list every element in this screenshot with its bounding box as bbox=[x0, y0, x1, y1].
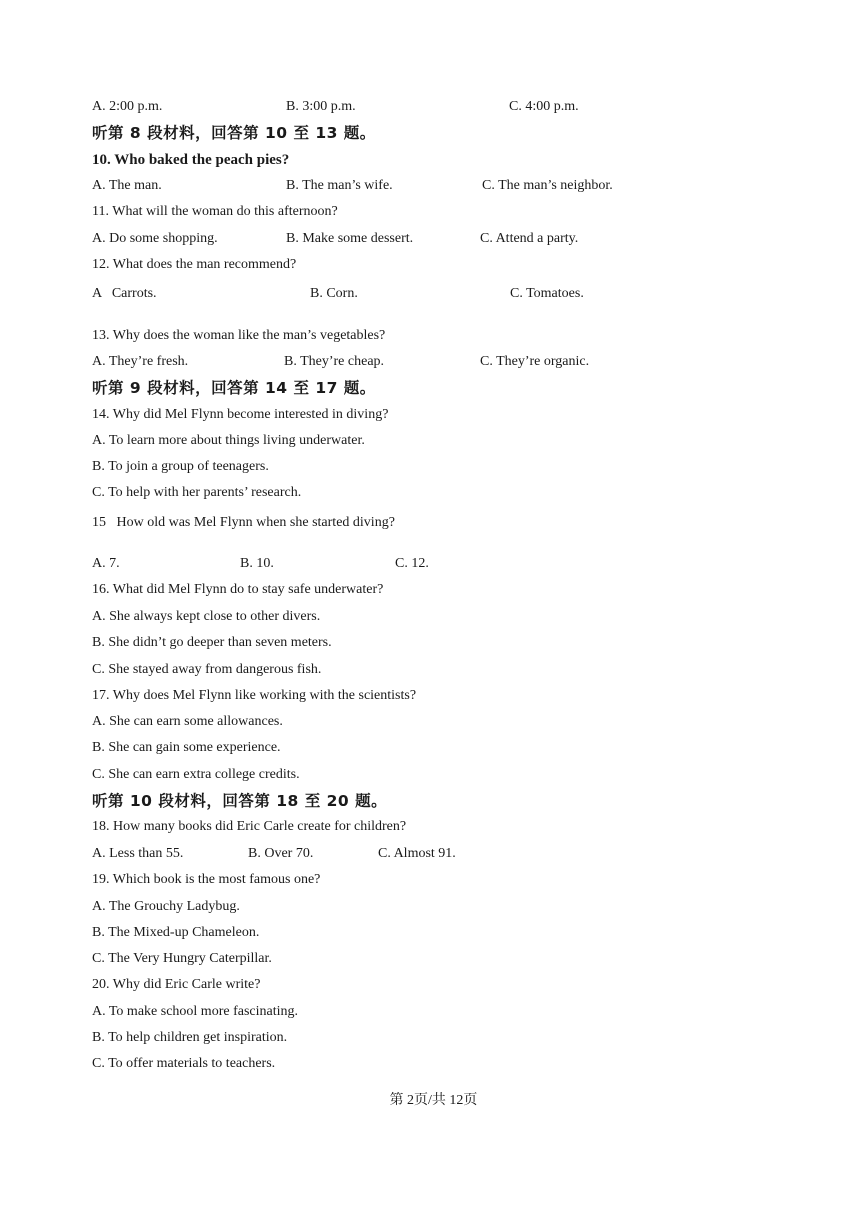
q14-option-a: A. To learn more about things living underwater. bbox=[92, 433, 365, 448]
q11-option-c: C. Attend a party. bbox=[480, 231, 579, 246]
q9-option-c: C. 4:00 p.m. bbox=[509, 99, 579, 114]
q10-option-a: A. The man. bbox=[92, 178, 162, 193]
q15-option-b: B. 10. bbox=[240, 556, 274, 571]
q14-option-c: C. To help with her parents’ research. bbox=[92, 485, 302, 500]
q18-option-b: B. Over 70. bbox=[248, 846, 314, 861]
question-20: 20. Why did Eric Carle write? bbox=[92, 977, 261, 992]
q17-option-a: A. She can earn some allowances. bbox=[92, 714, 283, 729]
q19-option-b: B. The Mixed-up Chameleon. bbox=[92, 925, 260, 940]
q13-option-a: A. They’re fresh. bbox=[92, 354, 189, 369]
question-18: 18. How many books did Eric Carle create for children? bbox=[92, 819, 407, 834]
q20-option-c: C. To offer materials to teachers. bbox=[92, 1056, 276, 1071]
q16-option-a: A. She always kept close to other divers. bbox=[92, 609, 321, 624]
question-16: 16. What did Mel Flynn do to stay safe underwater? bbox=[92, 582, 384, 597]
q11-option-b: B. Make some dessert. bbox=[286, 231, 414, 246]
q13-option-b: B. They’re cheap. bbox=[284, 354, 385, 369]
question-13: 13. Why does the woman like the man’s vegetables? bbox=[92, 328, 386, 343]
question-17: 17. Why does Mel Flynn like working with the scientists? bbox=[92, 688, 417, 703]
q17-option-c: C. She can earn extra college credits. bbox=[92, 767, 300, 782]
q10-option-b: B. The man’s wife. bbox=[286, 178, 393, 193]
question-14: 14. Why did Mel Flynn become interested in diving? bbox=[92, 407, 389, 422]
q12-option-b: B. Corn. bbox=[310, 286, 358, 301]
section-10-header: 听第 10 段材料，回答第 18 至 20 题。 bbox=[92, 792, 388, 810]
q13-option-c: C. They’re organic. bbox=[480, 354, 590, 369]
question-12: 12. What does the man recommend? bbox=[92, 257, 297, 272]
q9-option-a: A. 2:00 p.m. bbox=[92, 99, 163, 114]
q19-option-a: A. The Grouchy Ladybug. bbox=[92, 899, 240, 914]
q9-option-b: B. 3:00 p.m. bbox=[286, 99, 356, 114]
question-10: 10. Who baked the peach pies? bbox=[92, 152, 290, 168]
q16-option-b: B. She didn’t go deeper than seven meters. bbox=[92, 635, 332, 650]
q11-option-a: A. Do some shopping. bbox=[92, 231, 218, 246]
q15-option-a: A. 7. bbox=[92, 556, 120, 571]
q16-option-c: C. She stayed away from dangerous fish. bbox=[92, 662, 322, 677]
question-15: 15 How old was Mel Flynn when she started diving? bbox=[92, 515, 395, 530]
section-9-header: 听第 9 段材料，回答第 14 至 17 题。 bbox=[92, 379, 376, 397]
q15-option-c: C. 12. bbox=[395, 556, 429, 571]
q10-option-c: C. The man’s neighbor. bbox=[482, 178, 613, 193]
question-11: 11. What will the woman do this afternoon? bbox=[92, 204, 338, 219]
q20-option-a: A. To make school more fascinating. bbox=[92, 1004, 298, 1019]
q14-option-b: B. To join a group of teenagers. bbox=[92, 459, 269, 474]
q17-option-b: B. She can gain some experience. bbox=[92, 740, 281, 755]
q12-option-a: A Carrots. bbox=[92, 286, 157, 301]
section-8-header: 听第 8 段材料，回答第 10 至 13 题。 bbox=[92, 124, 376, 142]
q12-option-c: C. Tomatoes. bbox=[510, 286, 584, 301]
q18-option-a: A. Less than 55. bbox=[92, 846, 184, 861]
q19-option-c: C. The Very Hungry Caterpillar. bbox=[92, 951, 272, 966]
q18-option-c: C. Almost 91. bbox=[378, 846, 456, 861]
q20-option-b: B. To help children get inspiration. bbox=[92, 1030, 288, 1045]
question-19: 19. Which book is the most famous one? bbox=[92, 872, 321, 887]
page-footer: 第 2页/共 12页 bbox=[389, 1093, 478, 1108]
